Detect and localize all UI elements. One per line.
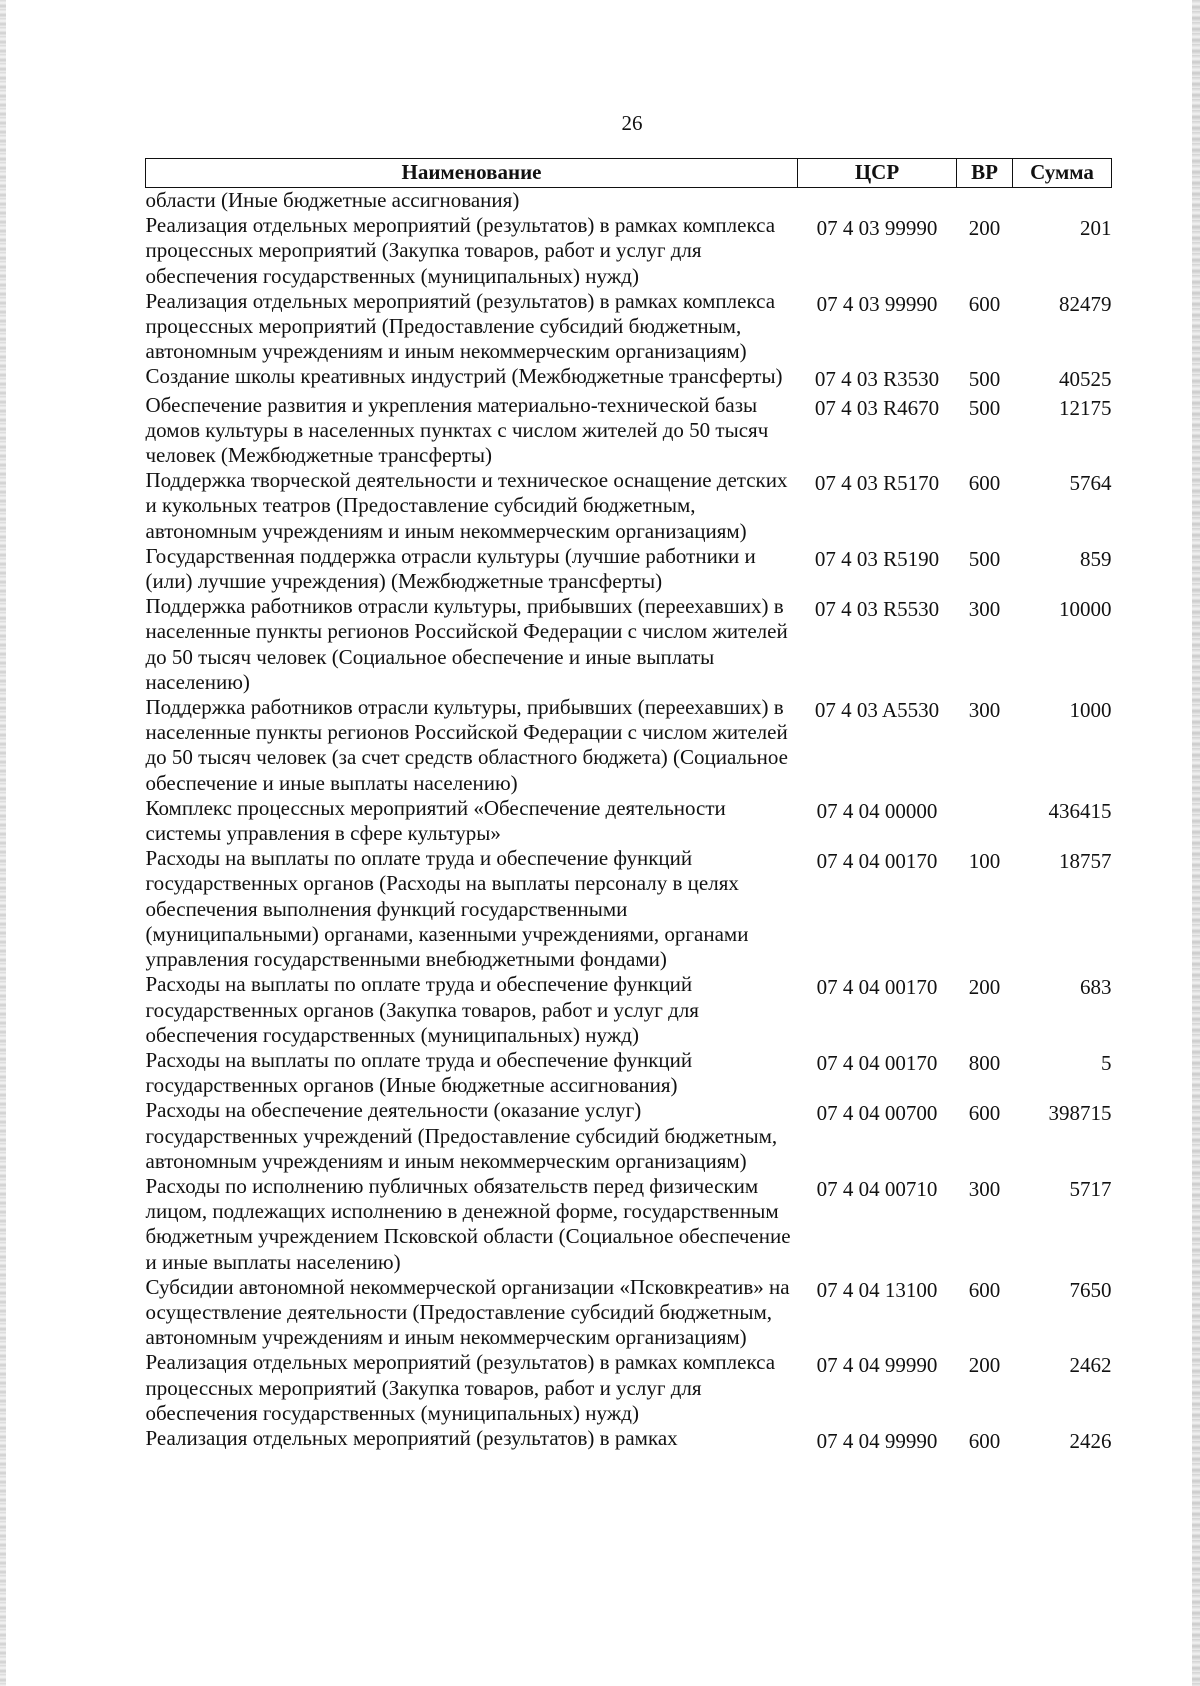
row-sum: 201 (1080, 216, 1112, 241)
row-vr: 500 (968, 395, 1001, 420)
row-name: Поддержка работников отрасли культуры, прибывших (переехавших) в населенные пункты регионов Российской Федерации с числом жителей до 50 тысяч человек (за счет средств областного бюджета) (Социальное обеспечение и иные выплаты населению) (145, 695, 788, 795)
row-csr: 07 4 03 R5190 (814, 546, 940, 571)
table-row (146, 1048, 1112, 1098)
row-csr: 07 4 04 00710 (816, 1176, 938, 1201)
row-name: Расходы на выплаты по оплате труда и обеспечение функций государственных органов (Закупка товаров, работ и услуг для обеспечения государственных (муниципальных) нужд) (145, 972, 699, 1047)
row-csr: 07 4 04 99990 (816, 1353, 938, 1378)
row-name: Государственная поддержка отрасли культуры (лучшие работники и (или) лучшие учреждения) (Межбюджетные трансферты) (145, 543, 756, 594)
row-name: Субсидии автономной некоммерческой организации «Псковкреатив» на осуществление деятельности (Предоставление субсидий бюджетным, автономным учреждениям и иным некоммерческим организациям) (145, 1274, 790, 1350)
table-row (146, 468, 1112, 544)
page-number: 26 (621, 111, 643, 135)
row-vr: 200 (968, 1353, 1001, 1378)
row-csr: 07 4 04 00700 (816, 1101, 938, 1126)
table-row (146, 846, 1112, 972)
table-body (146, 188, 1112, 1455)
row-name: Комплекс процессных мероприятий «Обеспечение деятельности системы управления в сфере культуры» (145, 795, 726, 846)
row-csr: 07 4 04 00170 (816, 1050, 938, 1075)
header-name: Наименование (146, 159, 798, 188)
row-sum: 2426 (1069, 1428, 1112, 1453)
row-vr (957, 796, 1013, 846)
row-csr: 07 4 03 99990 (816, 216, 938, 241)
row-vr: 300 (968, 1176, 1001, 1201)
row-sum: 436415 (1048, 798, 1112, 823)
row-vr: 500 (968, 367, 1001, 392)
header-row (146, 159, 1112, 188)
table-row (146, 1426, 1112, 1454)
budget-table (145, 158, 1112, 1454)
row-name: области (Иные бюджетные ассигнования) (145, 188, 520, 212)
row-vr: 600 (968, 471, 1001, 496)
table-row (146, 393, 1112, 469)
row-sum: 5717 (1069, 1176, 1112, 1201)
row-vr: 600 (968, 1101, 1001, 1126)
row-sum: 7650 (1069, 1277, 1112, 1302)
row-name: Реализация отдельных мероприятий (результатов) в рамках комплекса процессных мероприятий (Предоставление субсидий бюджетным, автономным учреждениям и иным некоммерческим организациям) (145, 288, 776, 364)
table-row (146, 594, 1112, 695)
row-csr: 07 4 03 R3530 (814, 367, 940, 392)
row-sum: 2462 (1069, 1353, 1112, 1378)
table-row (146, 972, 1112, 1048)
row-vr: 500 (968, 546, 1001, 571)
row-sum: 398715 (1048, 1101, 1112, 1126)
table-row (146, 695, 1112, 796)
row-sum: 82479 (1059, 291, 1112, 316)
row-csr: 07 4 04 00170 (816, 849, 938, 874)
row-name: Реализация отдельных мероприятий (результатов) в рамках комплекса процессных мероприятий (Закупка товаров, работ и услуг для обеспечения государственных (муниципальных) нужд) (145, 1350, 776, 1425)
table-row (146, 544, 1112, 594)
row-csr: 07 4 03 R5170 (814, 471, 940, 496)
row-sum: 12175 (1059, 395, 1112, 420)
row-csr: 07 4 03 A5530 (814, 698, 940, 723)
row-csr: 07 4 04 13100 (816, 1277, 938, 1302)
row-vr: 100 (968, 849, 1001, 874)
scan-edge-left (0, 0, 6, 1686)
row-name: Обеспечение развития и укрепления материально-технической базы домов культуры в населенных пунктах с числом жителей до 50 тысяч человек (Межбюджетные трансферты) (145, 392, 769, 468)
row-name: Расходы на выплаты по оплате труда и обеспечение функций государственных органов (Иные бюджетные ассигнования) (145, 1047, 693, 1098)
row-csr: 07 4 04 99990 (816, 1428, 938, 1453)
row-sum: 40525 (1059, 367, 1112, 392)
row-name: Реализация отдельных мероприятий (результатов) в рамках (145, 1425, 678, 1450)
row-name: Поддержка творческой деятельности и техническое оснащение детских и кукольных театров (Предоставление субсидий бюджетным, автономным учреждениям и иным некоммерческим организациям) (145, 468, 788, 543)
table-row (146, 1350, 1112, 1426)
row-vr: 300 (968, 698, 1001, 723)
row-sum: 10000 (1059, 597, 1112, 622)
row-csr: 07 4 03 99990 (816, 291, 938, 316)
row-sum: 859 (1080, 546, 1112, 571)
header-sum: Сумма (1013, 159, 1112, 188)
table-row (146, 188, 1112, 214)
table-row (146, 364, 1112, 392)
row-sum (1013, 188, 1112, 214)
row-csr: 07 4 03 R5530 (814, 597, 940, 622)
table-row (146, 213, 1112, 289)
row-name: Расходы на выплаты по оплате труда и обеспечение функций государственных органов (Расходы на выплаты персоналу в целях обеспечения выполнения функций государственными (муниципальными) органами, казенными учреждениями, органами управления государственными внебюджетными фондами) (145, 846, 749, 972)
row-vr: 600 (968, 1428, 1001, 1453)
row-vr: 200 (968, 975, 1001, 1000)
row-vr: 600 (968, 291, 1001, 316)
table-row (146, 1098, 1112, 1174)
row-sum: 18757 (1059, 849, 1112, 874)
row-name: Поддержка работников отрасли культуры, прибывших (переехавших) в населенные пункты регионов Российской Федерации с числом жителей до 50 тысяч человек (Социальное обеспечение и иные выплаты населению) (145, 594, 788, 694)
row-csr (798, 188, 957, 214)
row-csr: 07 4 04 00000 (816, 798, 938, 823)
table-row (146, 1174, 1112, 1275)
row-sum: 5764 (1069, 471, 1112, 496)
row-name: Реализация отдельных мероприятий (результатов) в рамках комплекса процессных мероприятий (Закупка товаров, работ и услуг для обеспечения государственных (муниципальных) нужд) (145, 213, 776, 288)
row-vr: 800 (968, 1050, 1001, 1075)
row-name: Расходы на обеспечение деятельности (оказание услуг) государственных учреждений (Предоставление субсидий бюджетным, автономным учреждениям и иным некоммерческим организациям) (145, 1098, 778, 1173)
row-csr: 07 4 04 00170 (816, 975, 938, 1000)
row-sum: 683 (1080, 975, 1112, 1000)
table-row (146, 1275, 1112, 1351)
row-vr: 600 (968, 1277, 1001, 1302)
row-sum: 1000 (1069, 698, 1112, 723)
header-vr: ВР (957, 159, 1013, 188)
row-vr: 300 (968, 597, 1001, 622)
table-header (146, 159, 1112, 188)
row-name: Создание школы креативных индустрий (Межбюджетные трансферты) (145, 364, 783, 389)
row-vr (957, 188, 1013, 214)
row-name: Расходы по исполнению публичных обязательств перед физическим лицом, подлежащих исполнению в денежной форме, государственным бюджетным учреждением Псковской области (Социальное обеспечение и иные выплаты населению) (145, 1173, 791, 1274)
table-row (146, 796, 1112, 846)
row-csr: 07 4 03 R4670 (814, 395, 940, 420)
row-vr: 200 (968, 216, 1001, 241)
header-csr: ЦСР (798, 159, 957, 188)
scan-edge-right (1192, 0, 1200, 1686)
table-row (146, 289, 1112, 365)
row-sum: 5 (1101, 1050, 1112, 1075)
